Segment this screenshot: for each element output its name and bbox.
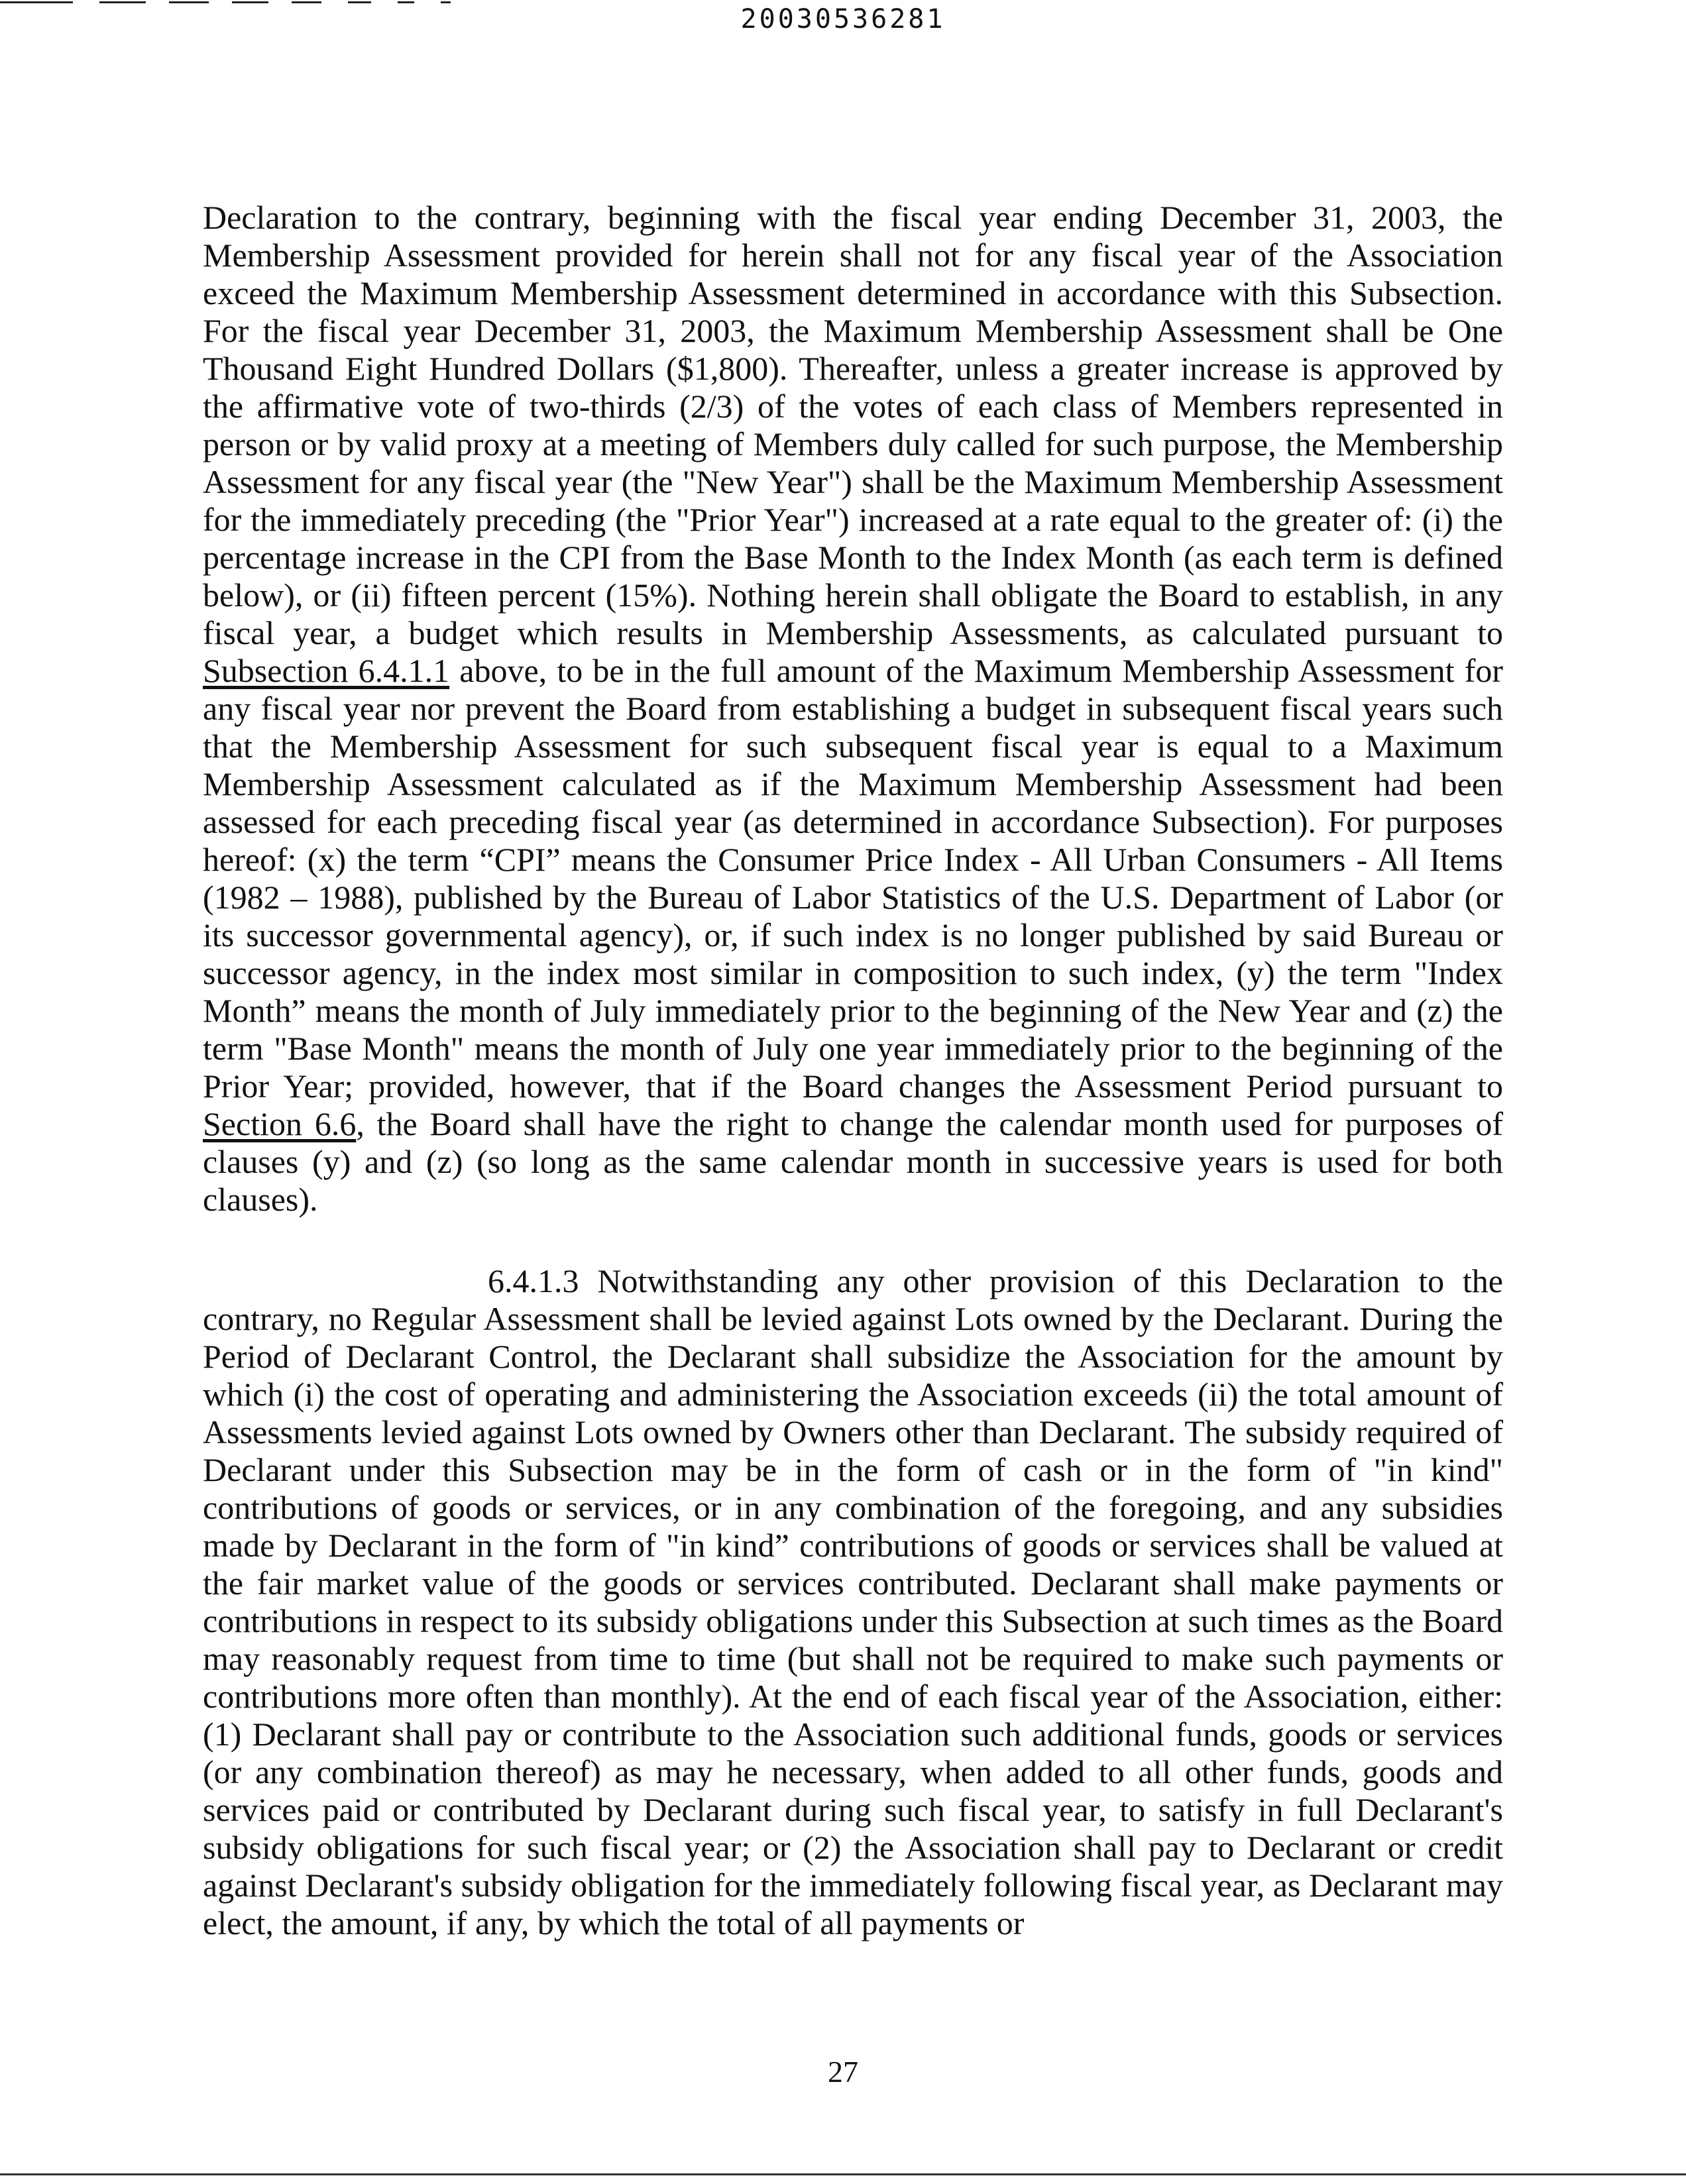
paragraph-1-text-start: Declaration to the contrary, beginning with the fiscal year ending December 31, 2003, the Membership Assessment provided for herein shall not for any fiscal year of the Association exceed the Maximum Membership Assessment determined in accordance with this Subsection. For the fiscal year December 31, 2003, the Maximum Membership Assessment shall be One Thousand Eight Hundred Dollars ($1,800). Thereafter, unless a greater increase is approved by the affirmative vote of two-thirds (2/3) of the votes of each class of Members represented in person or by valid proxy at a meeting of Members duly called for such purpose, the Membership Assessment for any fiscal year (the "New Year") shall be the Maximum Membership Assessment for the immediately preceding (the "Prior Year") increased at a rate equal to the greater of: (i) the percentage increase in the CPI from the Base Month to the Index Month (as each term is defined below), or (ii) fifteen percent (15%). Nothing herein shall obligate the Board to establish, in any fiscal year, a budget which results in Membership Assessments, as calculated pursuant to [203,199,1503,651]
subsection-reference: Subsection 6.4.1.1 [203,652,450,689]
paragraph-declarant-subsidy [203,1262,1503,1942]
page-number: 27 [828,2055,858,2089]
paragraph-1-text [203,199,1503,1219]
document-id: 20030536281 [740,4,946,34]
paragraph-1-text-middle: above, to be in the full amount of the Maximum Membership Assessment for any fiscal year nor prevent the Board from establishing a budget in subsequent fiscal years such that the Membership Assessment for such subsequent fiscal year is equal to a Maximum Membership Assessment calculated as if the Maximum Membership Assessment had been assessed for each preceding fiscal year (as determined in accordance Subsection). For purposes hereof: (x) the term “CPI” means the Consumer Price Index - All Urban Consumers - All Items (1982 – 1988), published by the Bureau of Labor Statistics of the U.S. Department of Labor (or its successor governmental agency), or, if such index is no longer published by said Bureau or successor agency, in the index most similar in composition to such index, (y) the term "Index Month” means the month of July immediately prior to the beginning of the New Year and (z) the term "Base Month" means the month of July one year immediately prior to the beginning of the Prior Year; provided, however, that if the Board changes the Assessment Period pursuant to [203,652,1503,1105]
bottom-edge-rule [0,2173,1686,2175]
section-reference: Section 6.6 [203,1105,357,1142]
paragraph-2-body: Notwithstanding any other provision of this Declaration to the contrary, no Regular Assessment shall be levied against Lots owned by the Declarant. During the Period of Declarant Control, the Declarant shall subsidize the Association for the amount by which (i) the cost of operating and administering the Association exceeds (ii) the total amount of Assessments levied against Lots owned by Owners other than Declarant. The subsidy required of Declarant under this Subsection may be in the form of cash or in the form of "in kind" contributions of goods or services, or in any combination of the foregoing, and any subsidies made by Declarant in the form of "in kind” contributions of goods or services shall be valued at the fair market value of the goods or services contributed. Declarant shall make payments or contributions in respect to its subsidy obligations under this Subsection at such times as the Board may reasonably request from time to time (but shall not be required to make such payments or contributions more often than monthly). At the end of each fiscal year of the Association, either: (1) Declarant shall pay or contribute to the Association such additional funds, goods or services (or any combination thereof) as may he necessary, when added to all other funds, goods and services paid or contributed by Declarant during such fiscal year, to satisfy in full Declarant's subsidy obligations for such fiscal year; or (2) the Association shall pay to Declarant or credit against Declarant's subsidy obligation for the immediately following fiscal year, as Declarant may elect, the amount, if any, by which the total of all payments or [203,1262,1503,1941]
section-number: 6.4.1.3 [488,1262,579,1299]
paragraph-2-text [203,1262,1503,1942]
paragraph-1-text-end: , the Board shall have the right to change the calendar month used for purposes of clauses (y) and (z) (so long as the same calendar month in successive years is used for both clauses). [203,1105,1503,1218]
paragraph-membership-assessment [203,199,1503,1219]
